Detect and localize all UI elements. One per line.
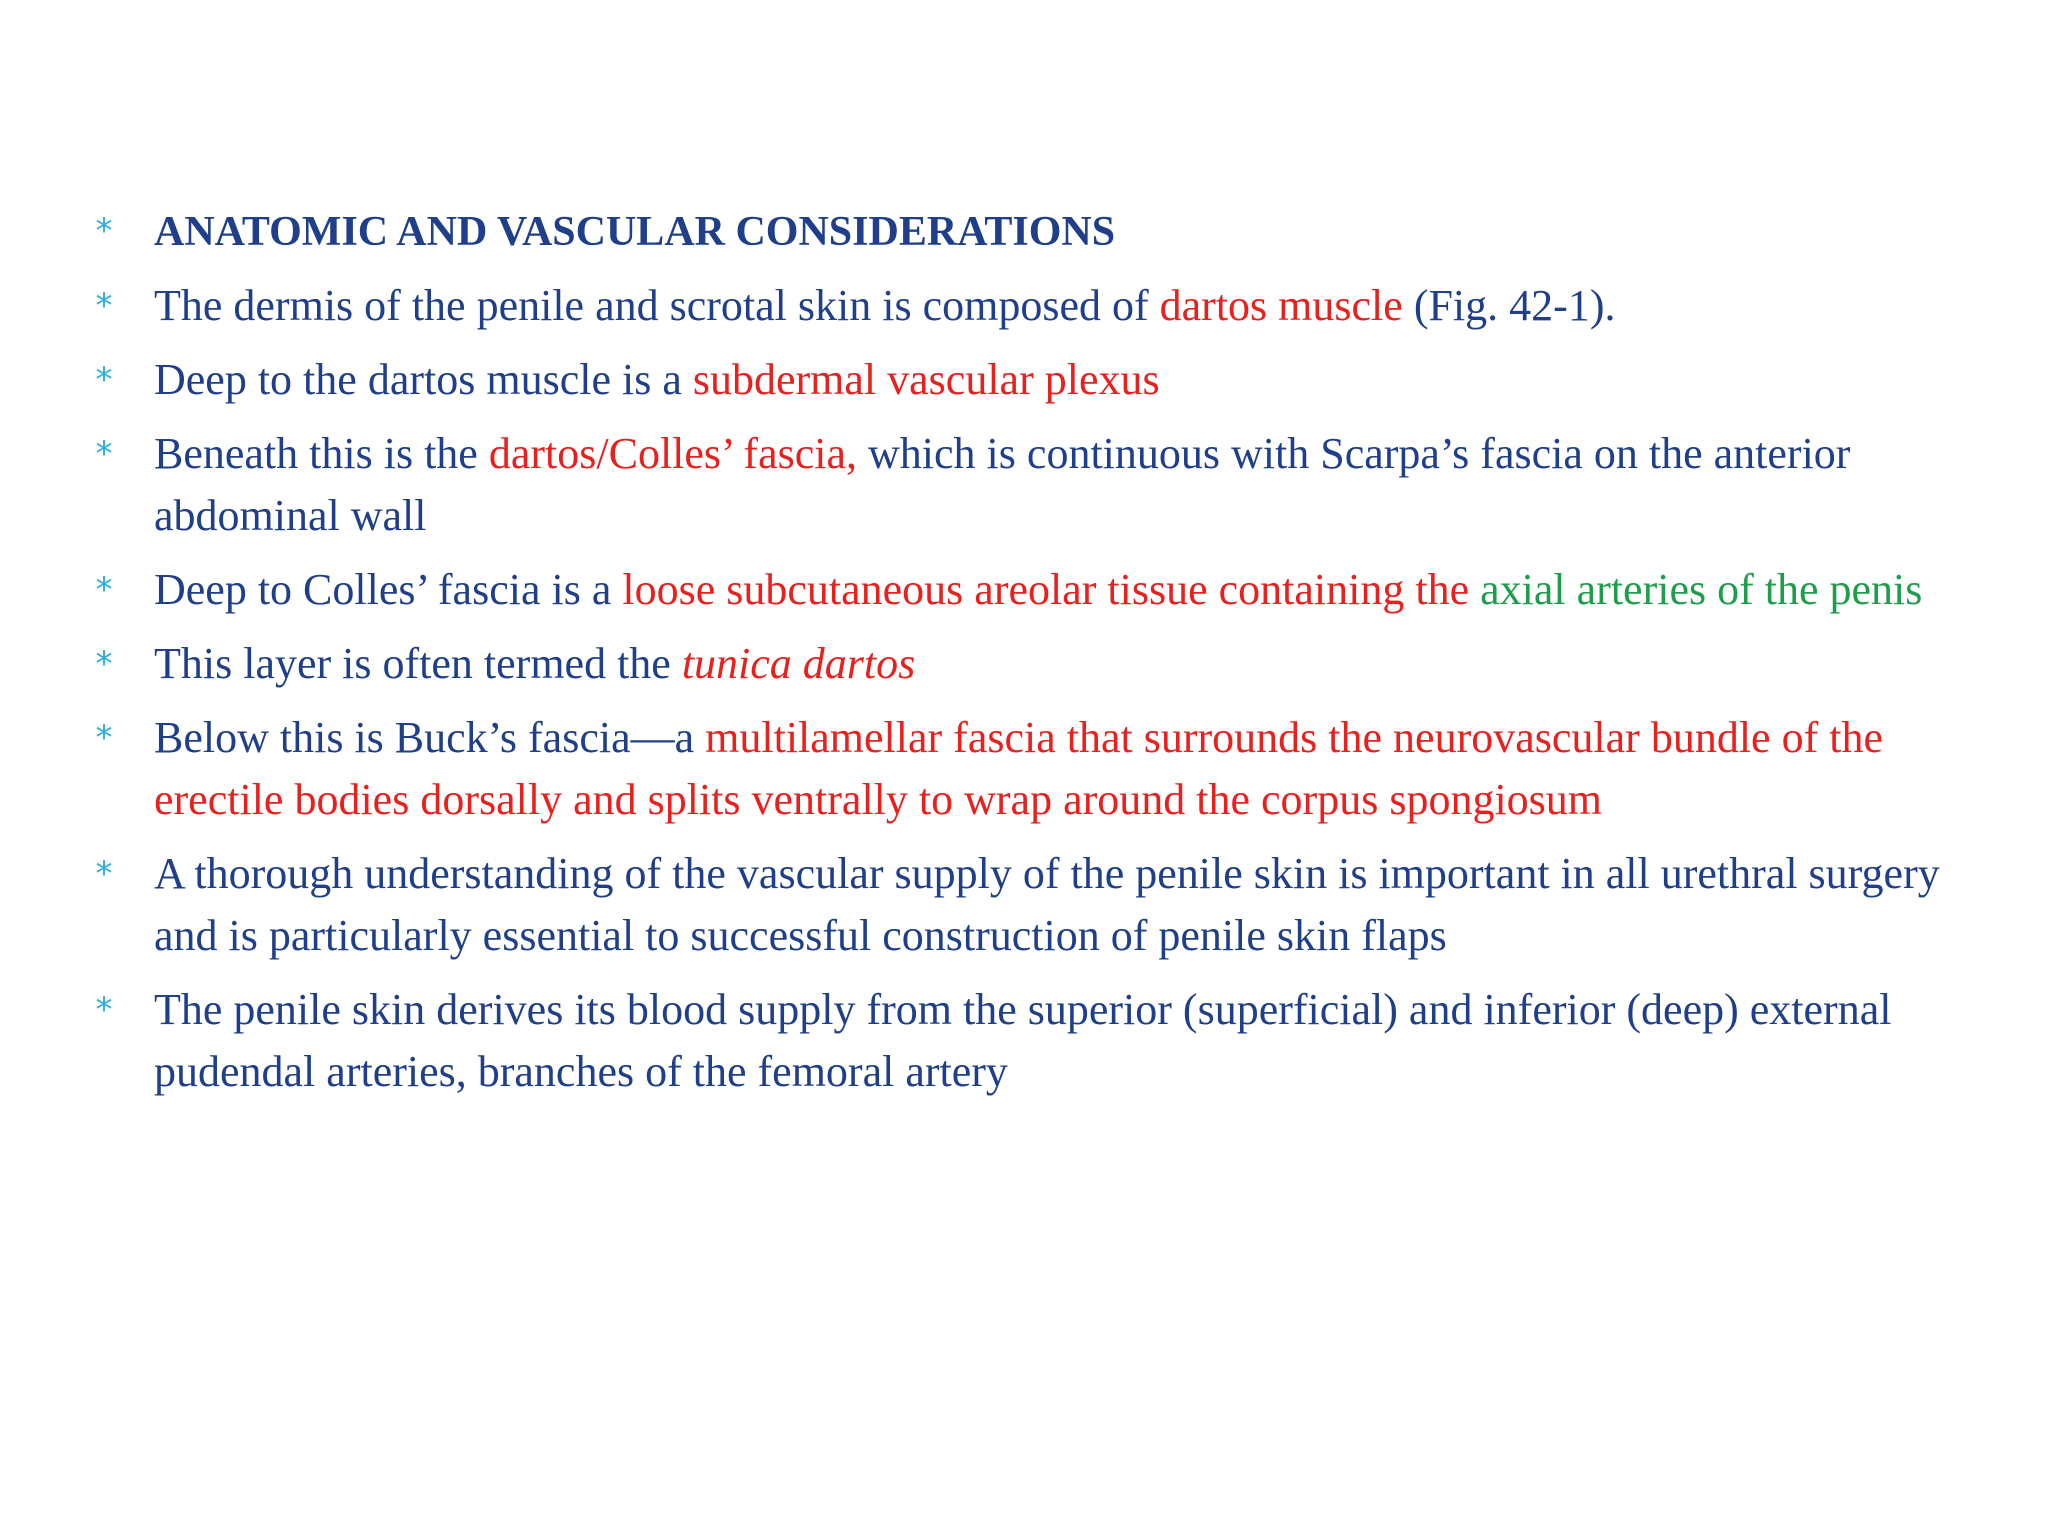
highlight-term: subdermal vascular plexus (692, 355, 1160, 404)
bullet-asterisk-icon: * (95, 644, 113, 684)
bullet-asterisk-icon: * (95, 434, 113, 474)
bullet-text: Deep to Colles’ fascia is a (154, 565, 623, 614)
highlight-term-italic: tunica dartos (681, 639, 916, 688)
bullet-vascular-supply (84, 843, 1984, 967)
highlight-term: multilamellar fascia that surrounds the neurovascular bundle of the erectile bodies dorsally and splits ventrally to wrap around the corpus spongiosum (154, 713, 1883, 824)
bullet-text: The dermis of the penile and scrotal skin is composed of (154, 281, 1160, 330)
bullet-asterisk-icon: * (95, 360, 113, 400)
highlight-term: dartos muscle (1159, 281, 1403, 330)
bullet-asterisk-icon: * (95, 718, 113, 758)
bullet-bucks-fascia (84, 707, 1984, 831)
bullet-asterisk-icon: * (95, 990, 113, 1030)
bullet-text: This layer is often termed the (154, 639, 682, 688)
bullet-text: which is continuous with Scarpa’s fascia on the anterior abdominal wall (154, 429, 1851, 540)
highlight-term-green: axial arteries of the penis (1480, 565, 1923, 614)
bullet-dermis (84, 275, 1984, 337)
bullet-asterisk-icon: * (95, 211, 113, 251)
highlight-term: dartos/Colles’ fascia, (488, 429, 858, 478)
highlight-term: loose subcutaneous areolar tissue containing the (622, 565, 1481, 614)
bullet-subdermal-plexus (84, 349, 1984, 411)
bullet-text: Beneath this is the (154, 429, 489, 478)
bullet-list (84, 200, 1984, 1115)
bullet-text: (Fig. 42-1). (1402, 281, 1616, 330)
bullet-text: Deep to the dartos muscle is a (154, 355, 693, 404)
bullet-asterisk-icon: * (95, 570, 113, 610)
bullet-text: A thorough understanding of the vascular supply of the penile skin is important in all urethral surgery and is particularly essential to successful construction of penile skin flaps (154, 849, 1940, 960)
bullet-colles-fascia (84, 423, 1984, 547)
bullet-text: The penile skin derives its blood supply from the superior (superficial) and inferior (deep) external pudendal arteries, branches of the femoral artery (154, 985, 1892, 1096)
bullet-tunica-dartos (84, 633, 1984, 695)
section-heading: ANATOMIC AND VASCULAR CONSIDERATIONS (154, 209, 1116, 255)
bullet-asterisk-icon: * (95, 286, 113, 326)
bullet-text: Below this is Buck’s fascia—a (154, 713, 706, 762)
bullet-areolar-tissue (84, 559, 1984, 621)
bullet-blood-supply (84, 979, 1984, 1103)
bullet-asterisk-icon: * (95, 854, 113, 894)
bullet-heading (84, 200, 1984, 263)
